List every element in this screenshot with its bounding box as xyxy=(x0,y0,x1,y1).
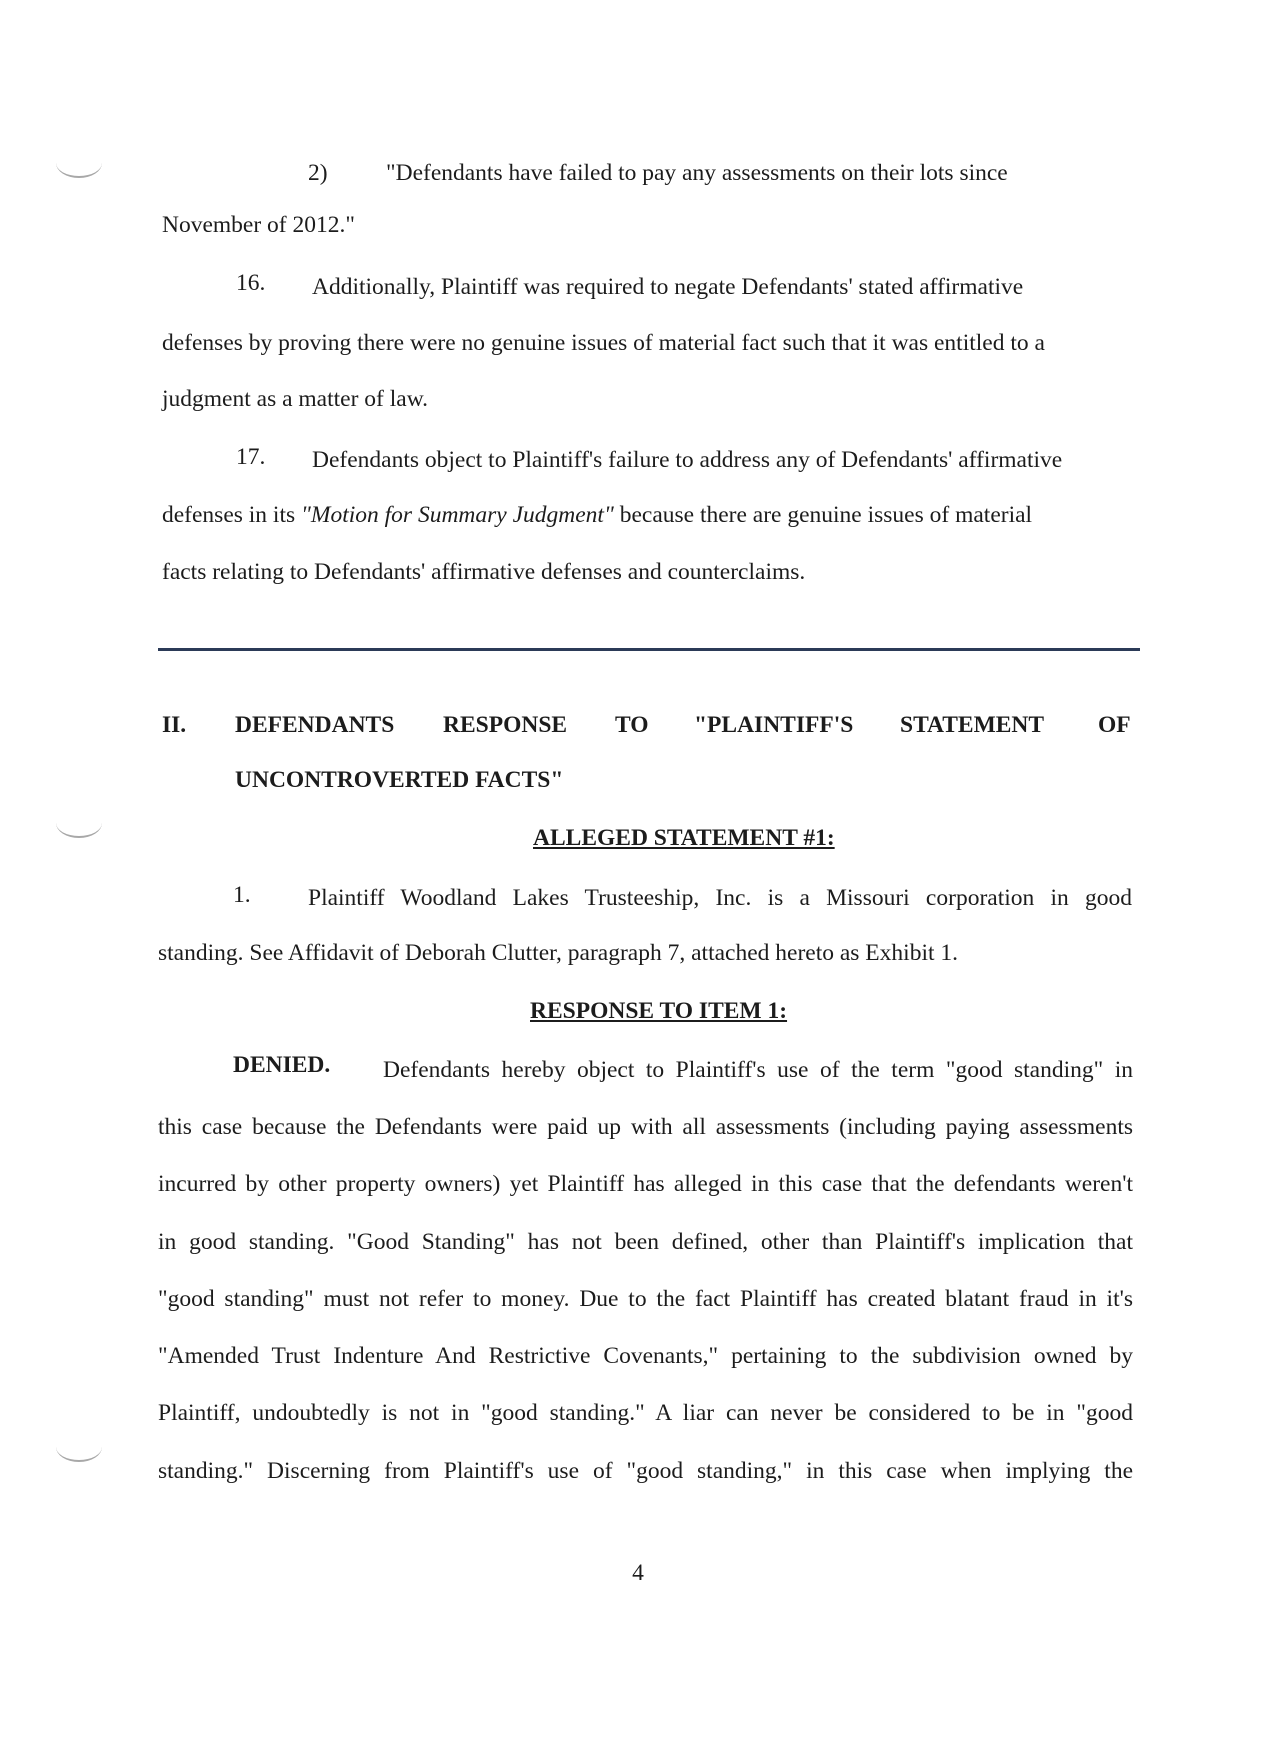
paragraph-number: 1. xyxy=(233,882,251,908)
paragraph-text: defenses in its "Motion for Summary Judgment" because there are genuine issues of material xyxy=(162,502,1033,528)
paragraph-text: November of 2012." xyxy=(162,212,355,238)
section-heading-line2: UNCONTROVERTED FACTS" xyxy=(235,767,564,793)
paragraph-text: "good standing" must not refer to money. Due to the fact Plaintiff has created blatant fraud in it's xyxy=(158,1286,1133,1312)
paragraph-text: "Defendants have failed to pay any assessments on their lots since xyxy=(386,160,1008,186)
paragraph-text: standing." Discerning from Plaintiff's use of "good standing," in this case when implying the xyxy=(158,1458,1133,1484)
section-heading-word: DEFENDANTS xyxy=(235,712,395,738)
punch-hole xyxy=(56,1432,102,1462)
section-divider xyxy=(158,648,1140,651)
punch-hole xyxy=(56,808,102,838)
paragraph-text: in good standing. "Good Standing" has not been defined, other than Plaintiff's implication that xyxy=(158,1229,1133,1255)
alleged-statement-heading: ALLEGED STATEMENT #1: xyxy=(533,825,835,851)
paragraph-text: this case because the Defendants were paid up with all assessments (including paying assessments xyxy=(158,1114,1133,1140)
paragraph-text: judgment as a matter of law. xyxy=(162,386,429,412)
paragraph-text: Defendants hereby object to Plaintiff's use of the term "good standing" in xyxy=(383,1057,1133,1083)
response-heading: RESPONSE TO ITEM 1: xyxy=(530,998,788,1024)
paragraph-text: Plaintiff Woodland Lakes Trusteeship, Inc. is a Missouri corporation in good xyxy=(308,885,1132,911)
motion-title: "Motion for Summary Judgment" xyxy=(301,502,614,528)
section-heading-word: STATEMENT xyxy=(900,712,1045,738)
paragraph-text: Additionally, Plaintiff was required to negate Defendants' stated affirmative xyxy=(312,274,1024,300)
section-heading-word: TO xyxy=(615,712,649,738)
paragraph-text: Defendants object to Plaintiff's failure to address any of Defendants' affirmative xyxy=(312,447,1063,473)
response-denied: DENIED. xyxy=(233,1052,331,1078)
paragraph-text: facts relating to Defendants' affirmative defenses and counterclaims. xyxy=(162,559,806,585)
paragraph-text: standing. See Affidavit of Deborah Clutter, paragraph 7, attached hereto as Exhibit 1. xyxy=(158,940,958,966)
section-heading-word: OF xyxy=(1098,712,1131,738)
section-heading-word: RESPONSE xyxy=(443,712,568,738)
item-number: 2) xyxy=(308,160,328,186)
paragraph-number: 16. xyxy=(236,270,266,296)
page-number: 4 xyxy=(632,1560,644,1586)
punch-hole xyxy=(56,148,102,178)
paragraph-number: 17. xyxy=(236,444,266,470)
section-numeral: II. xyxy=(162,712,187,738)
paragraph-text: Plaintiff, undoubtedly is not in "good standing." A liar can never be considered to be in "good xyxy=(158,1400,1133,1426)
paragraph-text: incurred by other property owners) yet Plaintiff has alleged in this case that the defendants weren't xyxy=(158,1171,1133,1197)
paragraph-text: defenses by proving there were no genuine issues of material fact such that it was entitled to a xyxy=(162,330,1045,356)
paragraph-text: "Amended Trust Indenture And Restrictive Covenants," pertaining to the subdivision owned by xyxy=(158,1343,1133,1369)
section-heading-word: "PLAINTIFF'S xyxy=(694,712,854,738)
